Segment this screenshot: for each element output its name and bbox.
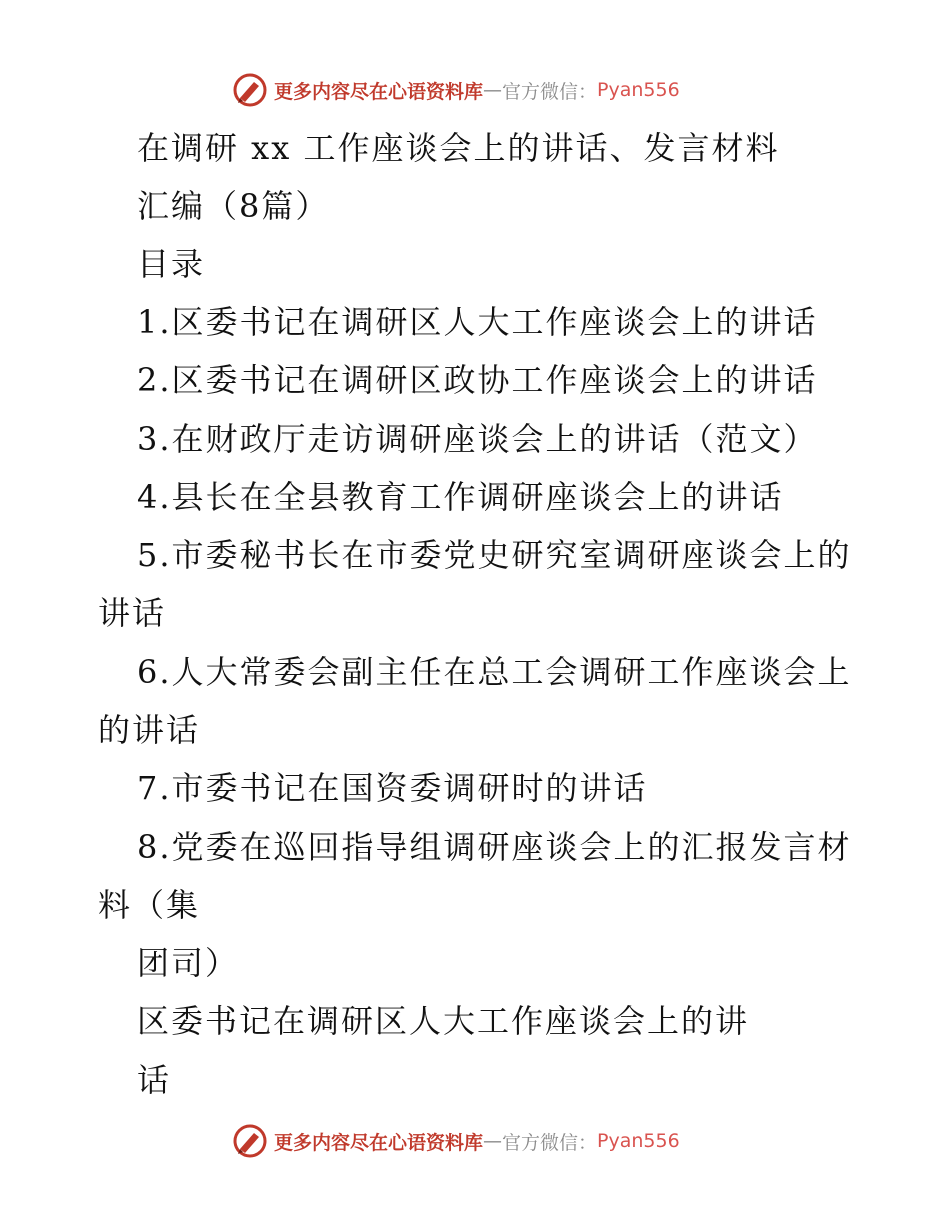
banner-site-text: 更多内容尽在心语资料库 bbox=[274, 1131, 484, 1154]
pen-logo-icon bbox=[232, 72, 268, 108]
toc-item-8: 8.党委在巡回指导组调研座谈会上的汇报发言材 bbox=[137, 828, 852, 866]
toc-item-6-continuation: 的讲话 bbox=[98, 711, 201, 749]
section-title-line-1: 区委书记在调研区人大工作座谈会上的讲 bbox=[137, 1002, 750, 1040]
footer-banner bbox=[232, 1121, 680, 1161]
toc-item-8-continuation-2: 团司） bbox=[137, 944, 240, 982]
banner-wechat-label: 官方微信： bbox=[502, 1131, 598, 1154]
toc-item-7: 7.市委书记在国资委调研时的讲话 bbox=[137, 769, 648, 807]
toc-item-5-continuation: 讲话 bbox=[98, 594, 167, 632]
banner-dash: — bbox=[483, 1130, 503, 1152]
banner-wechat-label: 官方微信： bbox=[502, 80, 598, 103]
document-title-line-2: 汇编（8篇） bbox=[137, 187, 330, 225]
toc-item-4: 4.县长在全县教育工作调研座谈会上的讲话 bbox=[137, 478, 784, 516]
toc-item-3: 3.在财政厅走访调研座谈会上的讲话（范文） bbox=[137, 420, 818, 458]
toc-item-5: 5.市委秘书长在市委党史研究室调研座谈会上的 bbox=[137, 536, 852, 574]
toc-item-6: 6.人大常委会副主任在总工会调研工作座谈会上 bbox=[137, 653, 852, 691]
banner-wechat-id: Pyan556 bbox=[597, 1130, 680, 1152]
toc-item-1: 1.区委书记在调研区人大工作座谈会上的讲话 bbox=[137, 303, 818, 341]
toc-item-2: 2.区委书记在调研区政协工作座谈会上的讲话 bbox=[137, 361, 818, 399]
pen-logo-icon bbox=[232, 1123, 268, 1159]
toc-item-8-continuation: 料（集 bbox=[98, 886, 201, 924]
section-title-line-2: 话 bbox=[137, 1061, 172, 1099]
document-title-line-1: 在调研 xx 工作座谈会上的讲话、发言材料 bbox=[137, 129, 780, 167]
banner-site-text: 更多内容尽在心语资料库 bbox=[274, 80, 484, 103]
banner-wechat-id: Pyan556 bbox=[597, 79, 680, 101]
header-banner bbox=[232, 70, 680, 110]
banner-dash: — bbox=[483, 79, 503, 101]
toc-heading: 目录 bbox=[137, 245, 206, 283]
